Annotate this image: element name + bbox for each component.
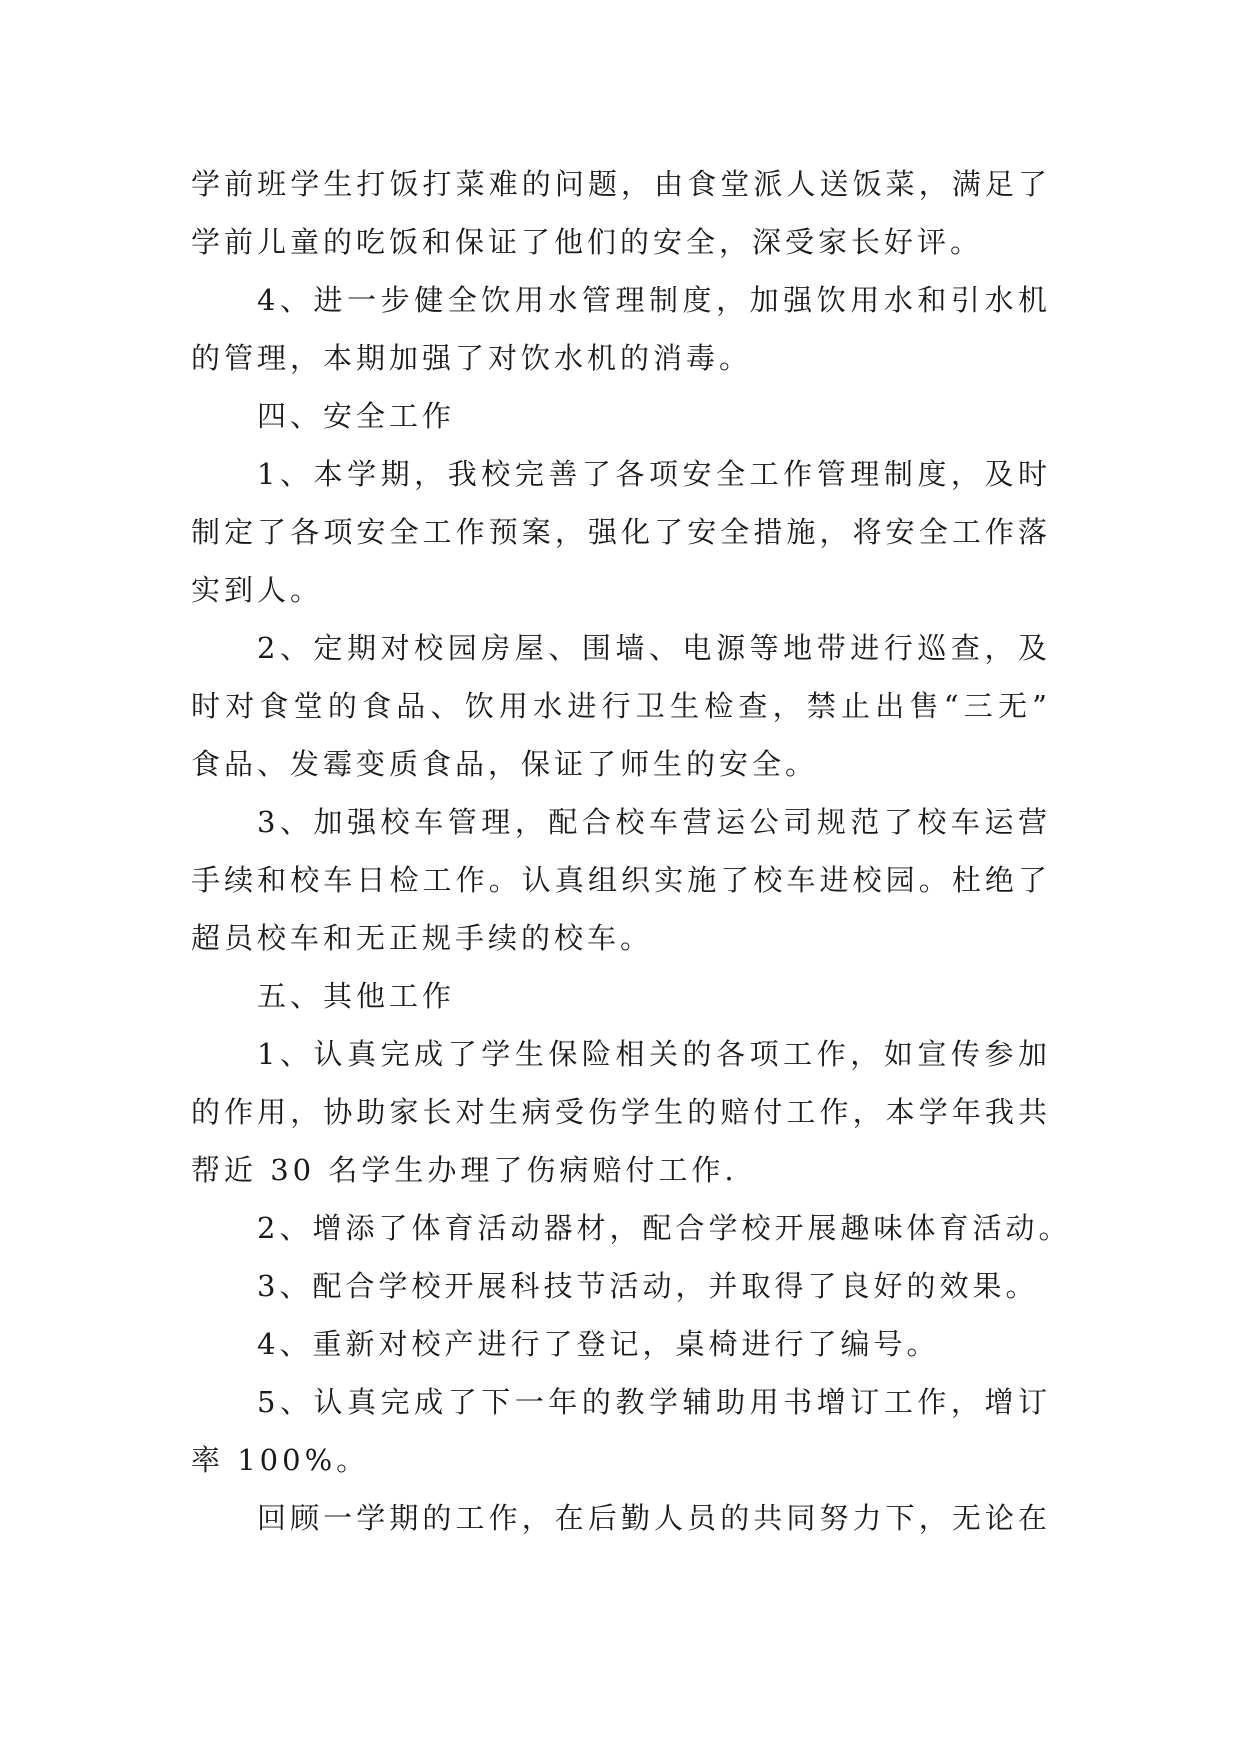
text-line: 学前班学生打饭打菜难的问题，由食堂派人送饭菜，满足了 — [191, 167, 1051, 201]
text-line: 的作用，协助家长对生病受伤学生的赔付工作，本学年我共 — [191, 1095, 1051, 1129]
text-line: 实到人。 — [191, 573, 324, 607]
text-line: 1、认真完成了学生保险相关的各项工作，如宣传参加 — [257, 1037, 1051, 1071]
text-line: 3、加强校车管理，配合校车营运公司规范了校车运营 — [257, 805, 1051, 839]
text-line: 帮近 30 名学生办理了伤病赔付工作. — [191, 1153, 738, 1187]
text-line: 2、定期对校园房屋、围墙、电源等地带进行巡查，及 — [257, 631, 1051, 665]
text-line: 4、重新对校产进行了登记，桌椅进行了编号。 — [257, 1327, 940, 1361]
text-line: 3、配合学校开展科技节活动，并取得了良好的效果。 — [257, 1269, 1039, 1303]
text-line: 率 100%。 — [191, 1443, 370, 1477]
text-line: 2、增添了体育活动器材，配合学校开展趣味体育活动。 — [257, 1211, 1072, 1245]
document-body — [191, 155, 1072, 1547]
text-line: 4、进一步健全饮用水管理制度，加强饮用水和引水机 — [257, 283, 1051, 317]
text-line: 回顾一学期的工作，在后勤人员的共同努力下，无论在 — [257, 1501, 1051, 1535]
text-line: 时对食堂的食品、饮用水进行卫生检查，禁止出售“三无” — [191, 689, 1051, 723]
text-line: 食品、发霉变质食品，保证了师生的安全。 — [191, 747, 819, 781]
text-line: 五、其他工作 — [257, 979, 456, 1013]
text-line: 四、安全工作 — [257, 399, 456, 433]
text-line: 的管理，本期加强了对饮水机的消毒。 — [191, 341, 753, 375]
text-line: 5、认真完成了下一年的教学辅助用书增订工作，增订 — [257, 1385, 1051, 1419]
text-line: 制定了各项安全工作预案，强化了安全措施，将安全工作落 — [191, 515, 1051, 549]
text-line: 1、本学期，我校完善了各项安全工作管理制度，及时 — [257, 457, 1051, 491]
text-line: 超员校车和无正规手续的校车。 — [191, 921, 654, 955]
text-line: 学前儿童的吃饭和保证了他们的安全，深受家长好评。 — [191, 225, 984, 259]
text-line: 手续和校车日检工作。认真组织实施了校车进校园。杜绝了 — [191, 863, 1051, 897]
